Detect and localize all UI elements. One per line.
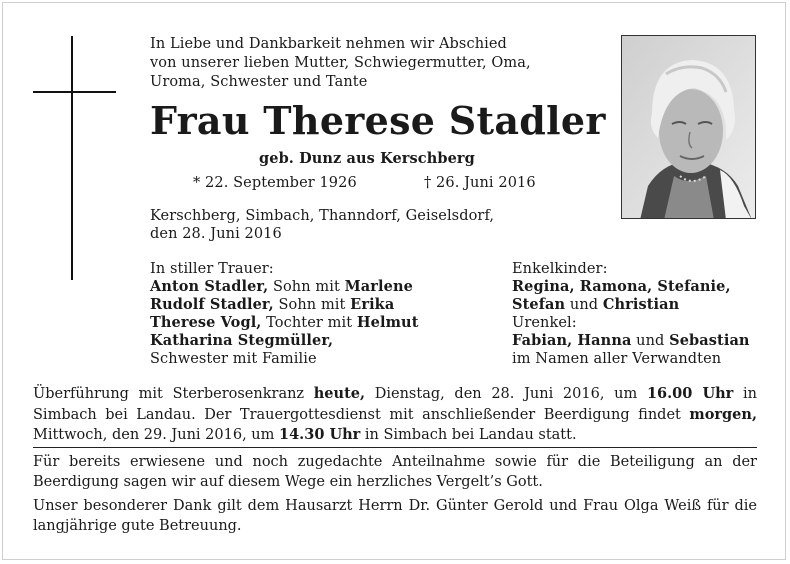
place-and-date	[150, 207, 494, 243]
intro-line: von unserer lieben Mutter, Schwiegermutter, Oma,	[150, 55, 531, 71]
grandchildren-heading: Enkelkinder:	[512, 261, 608, 277]
mourner-line: Therese Vogl, Tochter mit Helmut	[150, 314, 419, 331]
intro-line: Uroma, Schwester und Tante	[150, 74, 368, 90]
birth-name: geb. Dunz aus Kerschberg	[259, 150, 475, 167]
mourner-line: Katharina Stegmüller,	[150, 332, 334, 349]
intro-line: In Liebe und Dankbarkeit nehmen wir Abschied	[150, 36, 507, 52]
mourners-list	[150, 260, 419, 368]
intro-text	[150, 35, 531, 92]
place-line: Kerschberg, Simbach, Thanndorf, Geiselsdorf,	[150, 208, 495, 224]
grandchildren-names: Regina, Ramona, Stefanie,	[512, 278, 731, 295]
portrait-photo	[621, 35, 756, 219]
grandchildren-names: Stefan und Christian	[512, 296, 680, 313]
great-grandchildren-heading: Urenkel:	[512, 315, 577, 331]
mourners-heading: In stiller Trauer:	[150, 261, 274, 277]
date-line: den 28. Juni 2016	[150, 226, 282, 242]
special-thanks-paragraph: Unser besonderer Dank gilt dem Hausarzt Herrn Dr. Günter Gerold und Frau Olga Weiß für die langjährige gute Betreuung.	[33, 498, 757, 534]
cross-horizontal-bar	[33, 91, 116, 93]
great-grandchildren-names: Fabian, Hanna und Sebastian	[512, 332, 750, 349]
portrait-photo-image	[622, 36, 756, 219]
death-date: † 26. Juni 2016	[424, 175, 536, 191]
thanks-paragraph: Für bereits erwiesene und noch zugedachte Anteilnahme sowie für die Beteiligung an der Beerdigung sagen wir auf diesem Wege ein herzliches Vergelt’s Gott.	[33, 454, 757, 490]
funeral-details: Überführung mit Sterberosenkranz heute, Dienstag, den 28. Juni 2016, um 16.00 Uhr in Simbach bei Landau. Der Trauergottesdienst mit anschließender Beerdigung findet morgen, Mittwoch, den 29. Juni 2016, um 14.30 Uhr in Simbach bei Landau statt.	[33, 385, 757, 443]
closing-line: im Namen aller Verwandten	[512, 351, 722, 367]
deceased-name: Frau Therese Stadler	[150, 98, 606, 143]
birth-date: * 22. September 1926	[193, 175, 357, 191]
cross-vertical-bar	[71, 36, 73, 280]
mourner-line: Rudolf Stadler, Sohn mit Erika	[150, 296, 395, 313]
mourner-line: Anton Stadler, Sohn mit Marlene	[150, 278, 413, 295]
divider	[33, 447, 757, 448]
mourner-line: Schwester mit Familie	[150, 351, 317, 367]
grandchildren-list	[512, 260, 750, 368]
